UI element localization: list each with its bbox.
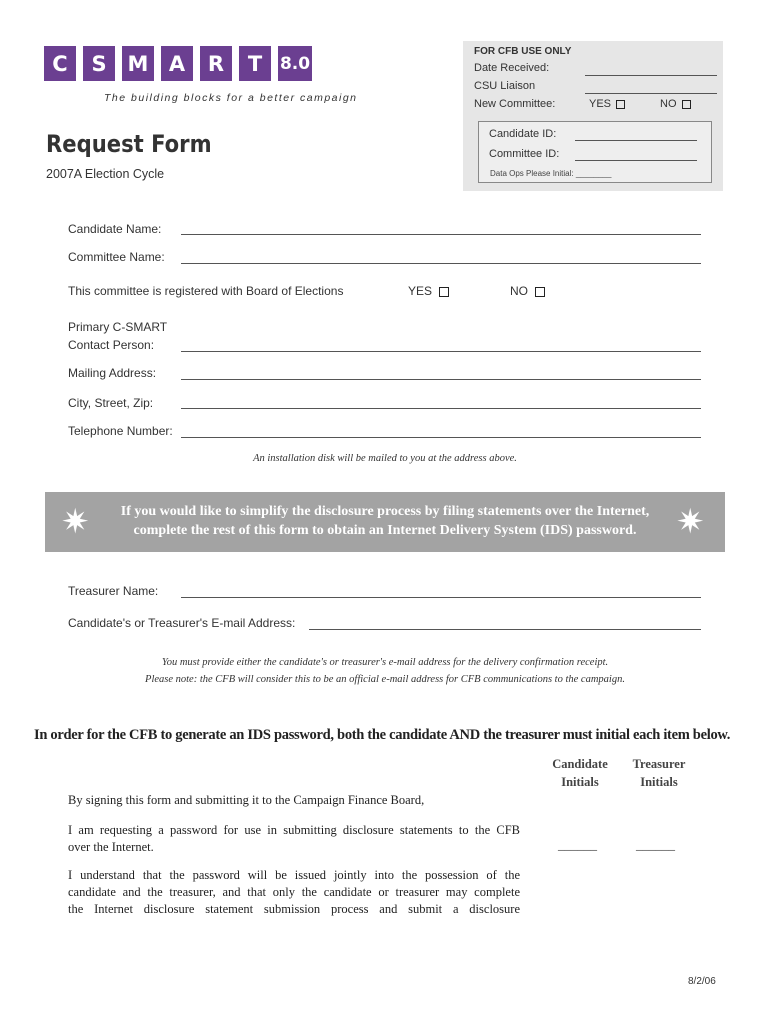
star-icon: ✷ [676,502,705,542]
footer-date: 8/2/06 [688,976,716,987]
page-title: Request Form [46,130,212,158]
registered-label: This committee is registered with Board of Elections [68,284,344,298]
treasurer-initials-header: Treasurer Initials [632,757,686,789]
candidate-initials-header: Candidate Initials [552,757,608,789]
primary-contact-field[interactable] [181,351,701,352]
banner-line-2: complete the rest of this form to obtain an Internet Delivery System (IDS) password. [133,523,637,538]
mailing-address-label: Mailing Address: [68,366,157,380]
no-checkbox[interactable] [682,100,691,109]
item-2-text: I understand that the password will be issued jointly into the possession of the candidate and the treasurer, and that only the candidate or treasurer may complete the Internet disclosure statement submission process and submit a disclosure [68,868,520,916]
treasurer-initial-line[interactable]: ______ [636,837,675,852]
yes-label: YES [408,284,433,298]
no-checkbox[interactable] [535,287,545,297]
new-committee-no[interactable] [660,98,691,110]
logo-tagline: The building blocks for a better campaign [104,92,358,104]
cfb-use-only-box [463,41,723,191]
logo-letter: R [200,46,232,81]
logo-version: 8.0 [278,46,312,81]
candidate-id-line[interactable] [575,140,697,141]
logo-letter: M [122,46,154,81]
banner-line-1: If you would like to simplify the disclosure process by filing statements over the Internet, [120,504,650,519]
election-cycle: 2007A Election Cycle [46,167,165,181]
committee-id-line[interactable] [575,160,697,161]
yes-label: YES [589,98,612,110]
email-label: Candidate's or Treasurer's E-mail Address: [68,616,296,630]
telephone-label: Telephone Number: [68,424,173,438]
intro-text: By signing this form and submitting it to the Campaign Finance Board, [68,793,425,807]
committee-id-label: Committee ID: [489,148,560,160]
committee-name-field[interactable] [181,263,701,264]
logo-letter: S [83,46,115,81]
star-icon: ✷ [61,502,90,542]
data-ops-blank[interactable]: ________ [575,169,612,178]
new-committee-yes[interactable] [589,98,625,110]
no-label: NO [510,284,528,298]
banner-text [45,502,725,540]
candidate-id-label: Candidate ID: [489,128,557,140]
candidate-name-field[interactable] [181,234,701,235]
primary-contact-label-2: Contact Person: [68,338,155,352]
item-1-text: I am requesting a password for use in submitting disclosure statements to the CFB over the Internet. [68,823,520,854]
date-received-line[interactable] [585,75,717,76]
date-received-label: Date Received: [474,62,550,74]
treasurer-name-field[interactable] [181,597,701,598]
candidate-name-label: Candidate Name: [68,222,162,236]
csu-liaison-line[interactable] [585,93,717,94]
cfb-heading: FOR CFB USE ONLY [474,46,572,57]
new-committee-label: New Committee: [474,98,556,110]
logo-letter: C [44,46,76,81]
logo-letter: T [239,46,271,81]
id-box [478,121,712,183]
registered-no[interactable] [510,284,545,298]
email-note-1: You must provide either the candidate's or treasurer's e-mail address for the delivery confirmation receipt. [161,657,609,668]
installation-note: An installation disk will be mailed to you at the address above. [253,453,517,464]
telephone-field[interactable] [181,437,701,438]
city-street-zip-label: City, Street, Zip: [68,396,154,410]
csu-liaison-label: CSU Liaison [474,80,536,92]
candidate-initial-line[interactable]: ______ [558,837,597,852]
city-street-zip-field[interactable] [181,408,701,409]
data-ops-label: Data Ops Please Initial: ________ [490,169,612,178]
committee-name-label: Committee Name: [68,250,165,264]
treasurer-name-label: Treasurer Name: [68,584,159,598]
email-field[interactable] [309,629,701,630]
logo-letter: A [161,46,193,81]
email-note-2: Please note: the CFB will consider this to be an official e-mail address for CFB communications to the campaign. [145,674,625,685]
no-label: NO [660,98,677,110]
ids-banner [45,492,725,552]
yes-checkbox[interactable] [616,100,625,109]
initials-heading: In order for the CFB to generate an IDS password, both the candidate AND the treasurer must initial each item below. [34,727,731,743]
registered-yes[interactable] [408,284,449,298]
primary-contact-label-1: Primary C-SMART [68,320,168,334]
csmart-logo [44,46,312,81]
yes-checkbox[interactable] [439,287,449,297]
mailing-address-field[interactable] [181,379,701,380]
